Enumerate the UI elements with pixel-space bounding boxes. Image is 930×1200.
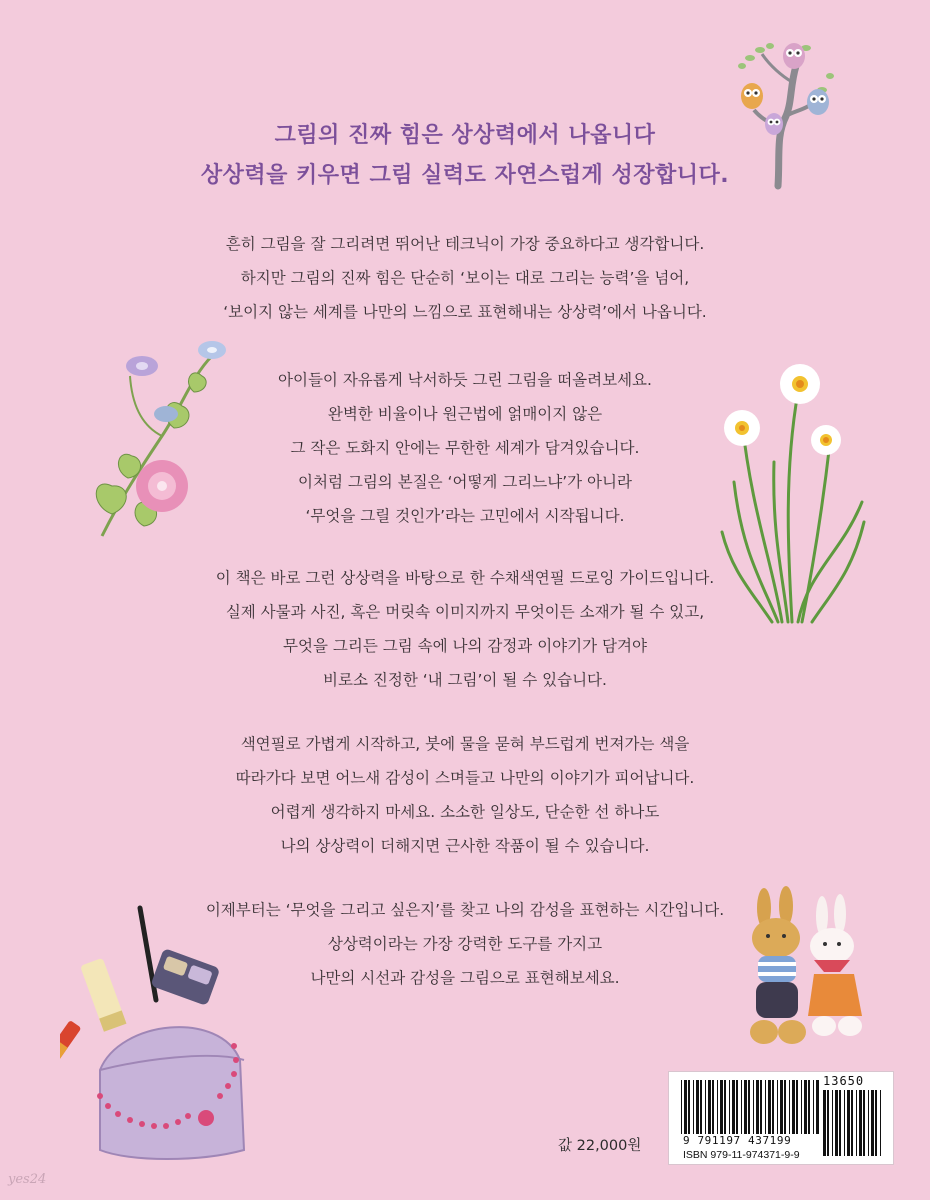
paragraph-4 [0,727,930,863]
paragraph-line: 색연필로 가볍게 시작하고, 붓에 물을 묻혀 부드럽게 번져가는 색을 [240,735,690,753]
paragraph-line: 상상력이라는 가장 강력한 도구를 가지고 [327,935,603,953]
paragraph-line: 아이들이 자유롭게 낙서하듯 그린 그림을 떠올려보세요. [278,371,652,389]
paragraph-line: 그 작은 도화지 안에는 무한한 세계가 담겨있습니다. [290,439,640,457]
rabbits-illustration [742,886,902,1056]
paragraph-line: 비로소 진정한 ‘내 그림’이 될 수 있습니다. [323,671,607,689]
barcode-bars [681,1080,821,1134]
price: 값 22,000원 [558,1138,642,1154]
paragraph-line: 이 책은 바로 그런 상상력을 바탕으로 한 수채색연필 드로잉 가이드입니다. [215,569,715,587]
paragraph-line: 이처럼 그림의 본질은 ‘어떻게 그리느냐’가 아니라 [298,473,632,491]
paragraph-line: 무엇을 그리든 그림 속에 나의 감정과 이야기가 담겨야 [283,637,647,655]
headline-line-1: 그림의 진짜 힘은 상상력에서 나옵니다 [274,123,656,148]
paragraph-1 [0,227,930,329]
barcode-addon-number: 13650 [823,1074,865,1088]
paragraph-line: 따라가다 보면 어느새 감성이 스며들고 나만의 이야기가 피어납니다. [235,769,695,787]
paragraph-line: 실제 사물과 사진, 혹은 머릿속 이미지까지 무엇이든 소재가 될 수 있고, [225,603,705,621]
cosmetics-purse-illustration [60,900,260,1170]
paragraph-line: 완벽한 비율이나 원근법에 얽매이지 않은 [327,405,603,423]
daffodil-illustration [712,352,872,632]
isbn-text: ISBN 979-11-974371-9-9 [683,1149,800,1161]
barcode-number: 9 791197 437199 [683,1134,792,1147]
paragraph-line: ‘보이지 않는 세계를 나만의 느낌으로 표현해내는 상상력’에서 나옵니다. [223,303,707,321]
paragraph-line: 나의 상상력이 더해지면 근사한 작품이 될 수 있습니다. [280,837,650,855]
watermark: yes24 [8,1172,47,1187]
paragraph-line: 하지만 그림의 진짜 힘은 단순히 ‘보이는 대로 그리는 능력’을 넘어, [240,269,690,287]
paragraph-line: 이제부터는 ‘무엇을 그리고 싶은지’를 찾고 나의 감성을 표현하는 시간입니다. [205,901,725,919]
barcode-addon-bars [823,1090,883,1156]
barcode [668,1071,894,1165]
paragraph-line: 어렵게 생각하지 마세요. 소소한 일상도, 단순한 선 하나도 [270,803,660,821]
paragraph-line: ‘무엇을 그릴 것인가’라는 고민에서 시작됩니다. [305,507,625,525]
paragraph-line: 흔히 그림을 잘 그리려면 뛰어난 테크닉이 가장 중요하다고 생각합니다. [225,235,705,253]
headline-line-2: 상상력을 키우면 그림 실력도 자연스럽게 성장합니다. [200,163,730,188]
morning-glory-illustration [82,336,242,546]
paragraph-line: 나만의 시선과 감성을 그림으로 표현해보세요. [310,969,620,987]
owl-tree-illustration [730,36,840,191]
